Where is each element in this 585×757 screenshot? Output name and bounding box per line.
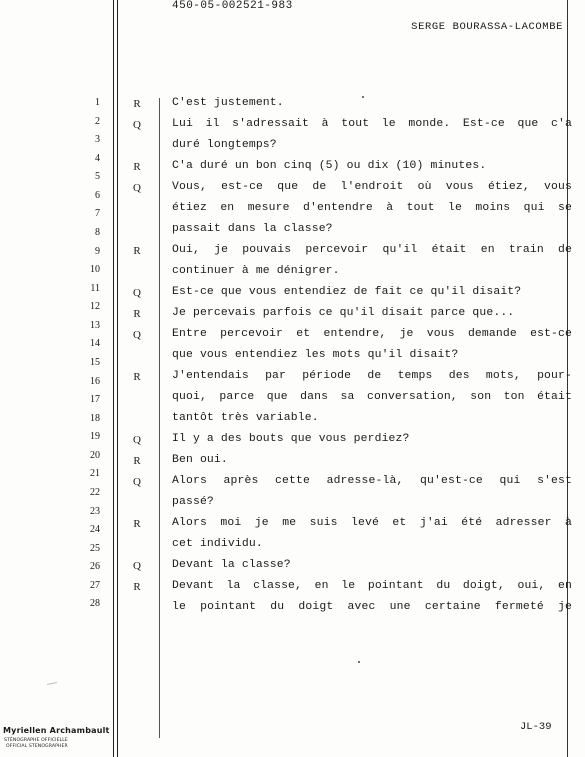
line-number: 14 [90, 338, 100, 350]
page-code: JL-39 [520, 721, 552, 733]
transcript-text: étiez en mesure d'entendre à tout le moins qui se [172, 202, 572, 214]
speaker-marker: Q [133, 182, 141, 194]
scan-speck [362, 96, 364, 98]
transcript-text: Lui il s'adressait à tout le monde. Est-ce que c'a [172, 118, 572, 130]
left-margin-rule-inner [117, 0, 118, 757]
speaker-marker: R [133, 581, 141, 593]
transcript-text: Devant la classe? [172, 559, 291, 571]
line-number: 26 [90, 561, 100, 573]
line-number: 19 [90, 431, 100, 443]
speaker-column-rule [159, 98, 160, 738]
speaker-marker: R [133, 161, 141, 173]
line-number: 10 [90, 264, 100, 276]
transcript-text: duré longtemps? [172, 139, 277, 151]
speaker-marker: Q [133, 329, 141, 341]
transcript-text: Entre percevoir et entendre, je vous demande est-ce [172, 328, 572, 340]
witness-name: SERGE BOURASSA-LACOMBE [411, 21, 563, 33]
transcript-text: J'entendais par période de temps des mots, pour- [172, 370, 572, 382]
case-number: 450-05-002521-983 [172, 0, 293, 12]
line-number: 6 [95, 189, 100, 201]
stenographer-stamp-title-en: OFFICIAL STENOGRAPHER [6, 744, 68, 749]
transcript-text: que vous entendiez les mots qu'il disait? [172, 349, 459, 361]
speaker-marker: Q [133, 287, 141, 299]
transcript-text: tantôt très variable. [172, 412, 319, 424]
transcript-text: C'a duré un bon cinq (5) ou dix (10) minutes. [172, 160, 487, 172]
transcript-text: passait dans la classe? [172, 223, 333, 235]
speaker-marker: R [133, 245, 141, 257]
line-number: 12 [90, 301, 100, 313]
line-number: 24 [90, 524, 100, 536]
speaker-marker: Q [133, 119, 141, 131]
line-number: 3 [95, 134, 100, 146]
transcript-text: Alors après cette adresse-là, qu'est-ce qui s'est [172, 475, 572, 487]
transcript-text: Oui, je pouvais percevoir qu'il était en train de [172, 244, 572, 256]
transcript-text: Je percevais parfois ce qu'il disait parce que... [172, 307, 515, 319]
transcript-text: le pointant du doigt avec une certaine fermeté je [172, 601, 572, 613]
speaker-marker: R [133, 308, 141, 320]
transcript-text: C'est justement. [172, 97, 284, 109]
speaker-marker: R [133, 371, 141, 383]
line-number: 11 [90, 282, 100, 294]
transcript-text: Alors moi je me suis levé et j'ai été adresser à [172, 517, 572, 529]
stenographer-stamp-name: Myriellen Archambault [3, 726, 110, 735]
line-number: 17 [90, 394, 100, 406]
line-number: 18 [90, 412, 100, 424]
line-number: 7 [95, 208, 100, 220]
transcript-text: Il y a des bouts que vous perdiez? [172, 433, 410, 445]
transcript-text: Vous, est-ce que de l'endroit où vous étiez, vous [172, 181, 572, 193]
speaker-marker: R [133, 98, 141, 110]
line-number: 23 [90, 505, 100, 517]
transcript-text: cet individu. [172, 538, 263, 550]
transcript-text: continuer à me dénigrer. [172, 265, 340, 277]
line-number: 28 [90, 598, 100, 610]
speaker-marker: Q [133, 476, 141, 488]
speaker-marker: R [133, 455, 141, 467]
line-number: 20 [90, 449, 100, 461]
line-number: 9 [95, 245, 100, 257]
transcript-text: Ben oui. [172, 454, 228, 466]
line-number: 5 [95, 171, 100, 183]
line-number: 16 [90, 375, 100, 387]
line-number: 25 [90, 542, 100, 554]
line-number: 13 [90, 319, 100, 331]
speaker-marker: R [133, 518, 141, 530]
transcript-text: passé? [172, 496, 214, 508]
speaker-marker: Q [133, 434, 141, 446]
line-number: 15 [90, 356, 100, 368]
line-number: 4 [95, 152, 100, 164]
line-number: 1 [95, 97, 100, 108]
line-number: 21 [90, 468, 100, 480]
scan-speck [358, 661, 360, 663]
transcript-text: Est-ce que vous entendiez de fait ce qu'il disait? [172, 286, 522, 298]
stenographer-stamp-title-fr: STÉNOGRAPHE OFFICIELLE [4, 738, 68, 743]
left-margin-rule-outer [113, 0, 114, 757]
line-number: 22 [90, 486, 100, 498]
transcript-text: quoi, parce que dans sa conversation, son ton était [172, 391, 572, 403]
line-number: 27 [90, 579, 100, 591]
transcript-text: Devant la classe, en le pointant du doigt, oui, en [172, 580, 572, 592]
line-number: 8 [95, 226, 100, 238]
line-number: 2 [95, 115, 100, 127]
scan-mark [47, 682, 57, 685]
speaker-marker: Q [133, 560, 141, 572]
